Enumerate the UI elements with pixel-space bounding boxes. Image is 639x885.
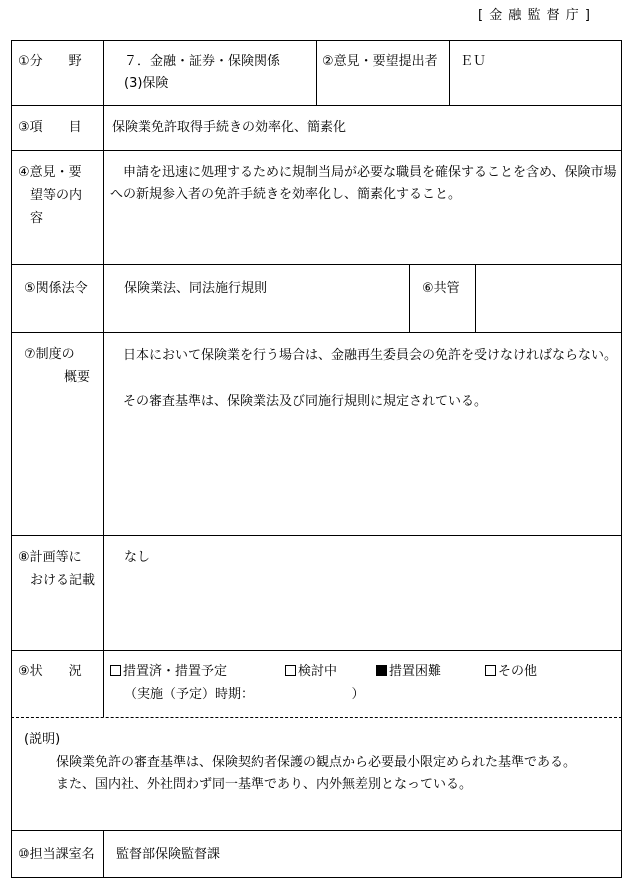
field-label: ①分 野 [18,54,82,69]
explanation-line2: また、国内社、外社問わず同一基準であり、内外無差別となっている。 [56,777,473,792]
system-overview-label-line2: 概要 [64,370,91,385]
system-overview-para2: その審査基準は、保険業法及び同施行規則に規定されている。 [110,394,488,409]
submitter-value: ＥＵ [460,54,487,69]
status-option-label: 措置済・措置予定 [123,664,228,679]
status-option-label: 検討中 [298,664,338,679]
implementation-schedule: （実施（予定）時期： ） [124,687,365,702]
request-content-label-line2: 望等の内 [30,188,83,203]
status-option-under-review[interactable] [285,662,337,682]
checkbox-other[interactable] [485,665,496,676]
plan-label-line1: ⑧計画等に [18,550,82,565]
item-label: ③項 目 [18,120,82,135]
joint-jurisdiction-label: ⑥共管 [422,281,460,296]
status-option-label: 措置困難 [389,664,442,679]
submitter-label: ②意見・要望提出者 [322,54,438,69]
checkbox-implemented[interactable] [110,665,121,676]
related-laws-value: 保険業法、同法施行規則 [124,281,268,296]
status-option-other[interactable] [485,662,537,682]
status-option-implemented[interactable] [110,662,227,682]
status-label: ⑨状 況 [18,664,82,679]
explanation-line1: 保険業免許の審査基準は、保険契約者保護の観点から必要最小限定められた基準である。 [56,755,577,770]
plan-value: なし [124,550,151,565]
system-overview-label-line1: ⑦制度の [24,347,75,362]
checkbox-under-review[interactable] [285,665,296,676]
field-value-line1: ７．金融・証券・保険関係 [124,54,281,69]
responsible-division-label: ⑩担当課室名 [18,847,95,862]
item-value: 保険業免許取得手続きの効率化、簡素化 [112,120,347,135]
agency-name: [ 金 融 監 督 庁 ] [478,8,591,23]
request-content-label-line1: ④意見・要 [18,165,82,180]
plan-label-line2: おける記載 [30,573,96,588]
status-option-label: その他 [498,664,538,679]
status-option-difficult[interactable] [376,662,441,682]
field-value-line2: (3)保険 [124,76,169,91]
checkbox-difficult-checked[interactable] [376,665,387,676]
related-laws-label: ⑤関係法令 [24,281,88,296]
system-overview-para1: 日本において保険業を行う場合は、金融再生委員会の免許を受けなければならない。 [110,348,618,363]
explanation-title: (説明) [24,732,61,747]
request-content-label-line3: 容 [30,211,44,226]
responsible-division-value: 監督部保険監督課 [116,847,221,862]
request-content: 申請を迅速に処理するために規制当局が必要な職員を確保することを含め、保険市場への新規参入者の免許手続きを効率化し、簡素化すること。 [110,165,617,202]
